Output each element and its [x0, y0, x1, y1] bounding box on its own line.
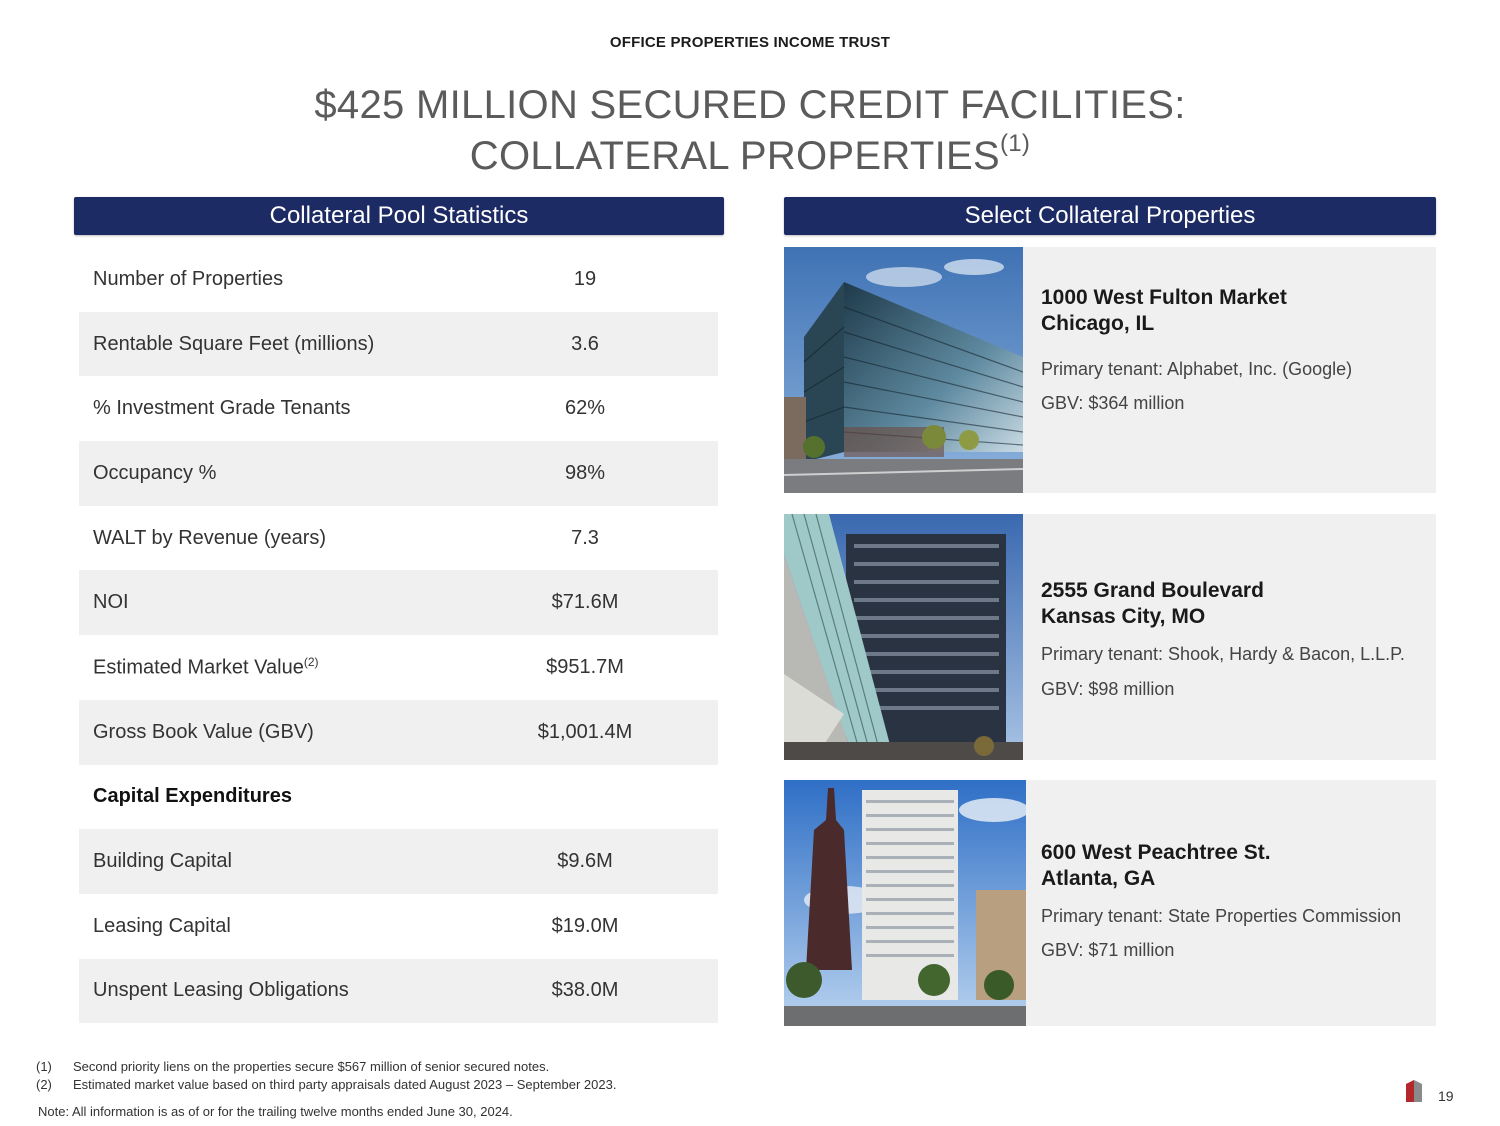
- stat-value: $71.6M: [551, 591, 619, 614]
- company-name: OFFICE PROPERTIES INCOME TRUST: [609, 34, 891, 51]
- title-footnote-marker: (1): [999, 130, 1031, 157]
- stat-row-number-of-properties: [79, 247, 718, 312]
- property-card-west-peachtree: [784, 780, 1436, 1026]
- stat-label: Unspent Leasing Obligations: [93, 979, 349, 1002]
- title-line-1: $425 MILLION SECURED CREDIT FACILITIES:: [314, 83, 1186, 127]
- stat-label: WALT by Revenue (years): [93, 526, 327, 549]
- property-card-grand-boulevard: [784, 514, 1436, 760]
- stat-row-investment-grade-tenants: [79, 376, 718, 441]
- property-address: 600 West Peachtree St.: [1041, 841, 1271, 864]
- building-photo: [784, 247, 1023, 493]
- stat-value: $38.0M: [551, 979, 619, 1002]
- note: Note: All information is as of or for the trailing twelve months ended June 30, 2024.: [38, 1104, 513, 1119]
- footnote-1: [36, 1058, 616, 1076]
- stat-row-gross-book-value: [79, 700, 718, 765]
- page-title: [0, 80, 1500, 182]
- property-tenant: Primary tenant: State Properties Commission: [1041, 906, 1402, 926]
- stat-label: NOI: [93, 591, 129, 614]
- collateral-pool-statistics-header: Collateral Pool Statistics: [74, 197, 724, 235]
- property-card-fulton-market: [784, 247, 1436, 493]
- property-address: 1000 West Fulton Market: [1041, 286, 1287, 309]
- stat-row-capital-expenditures: [79, 765, 718, 830]
- property-tenant: Primary tenant: Alphabet, Inc. (Google): [1041, 359, 1353, 379]
- property-details: [1041, 285, 1428, 414]
- stat-value: 98%: [564, 461, 606, 484]
- footnotes: [36, 1058, 616, 1094]
- stat-label: Occupancy %: [93, 461, 217, 484]
- footnote-number: (1): [36, 1059, 52, 1074]
- building-photo: [784, 780, 1026, 1026]
- footnote-number: (2): [36, 1077, 52, 1092]
- building-photo: [784, 514, 1023, 760]
- property-details: [1041, 578, 1428, 700]
- stat-value: 7.3: [571, 526, 599, 549]
- stat-row-occupancy: [79, 441, 718, 506]
- stat-label: Building Capital: [93, 850, 232, 873]
- stat-label-text: Estimated Market Value: [93, 656, 304, 679]
- property-city: Atlanta, GA: [1041, 867, 1156, 890]
- stat-value: $1,001.4M: [537, 720, 633, 743]
- property-address: 2555 Grand Boulevard: [1041, 579, 1264, 602]
- property-tenant: Primary tenant: Shook, Hardy & Bacon, L.L.P.: [1041, 644, 1405, 664]
- property-gbv: GBV: $364 million: [1041, 393, 1185, 413]
- property-gbv: GBV: $98 million: [1041, 679, 1175, 699]
- select-collateral-properties-header: Select Collateral Properties: [784, 197, 1436, 235]
- stat-label: % Investment Grade Tenants: [93, 397, 351, 420]
- stat-label: Gross Book Value (GBV): [93, 720, 314, 743]
- title-line-2: [0, 131, 1500, 182]
- title-line-2-text: COLLATERAL PROPERTIES: [469, 134, 1000, 178]
- stat-value: $951.7M: [546, 655, 624, 678]
- property-details: [1041, 840, 1428, 961]
- stat-label: Leasing Capital: [93, 914, 231, 937]
- stat-row-estimated-market-value: [79, 635, 718, 700]
- property-gbv: GBV: $71 million: [1041, 940, 1175, 960]
- stat-row-walt: [79, 506, 718, 571]
- footnote-text: Estimated market value based on third party appraisals dated August 2023 – September 2023.: [73, 1077, 617, 1092]
- stat-value: 3.6: [571, 332, 599, 355]
- stat-value: $19.0M: [551, 914, 619, 937]
- property-city: Chicago, IL: [1041, 312, 1155, 335]
- stat-value: $9.6M: [557, 850, 613, 873]
- company-logo-icon: [1406, 1080, 1422, 1102]
- stat-row-unspent-leasing-obligations: [79, 959, 718, 1024]
- stat-footnote-marker: (2): [303, 655, 319, 670]
- footnote-2: [36, 1076, 616, 1094]
- stat-row-leasing-capital: [79, 894, 718, 959]
- page-number: 19: [1438, 1088, 1454, 1104]
- stat-row-building-capital: [79, 829, 718, 894]
- stat-label: [79, 655, 525, 680]
- stat-row-rentable-square-feet: [79, 312, 718, 377]
- stat-label: Rentable Square Feet (millions): [93, 332, 375, 355]
- stat-label: Number of Properties: [93, 267, 284, 290]
- property-city: Kansas City, MO: [1041, 605, 1206, 628]
- statistics-table: [79, 247, 718, 1023]
- stat-subheading: Capital Expenditures: [93, 785, 292, 808]
- footnote-text: Second priority liens on the properties secure $567 million of senior secured notes.: [73, 1059, 550, 1074]
- stat-row-noi: [79, 570, 718, 635]
- stat-value: 19: [573, 267, 597, 290]
- stat-value: 62%: [564, 397, 606, 420]
